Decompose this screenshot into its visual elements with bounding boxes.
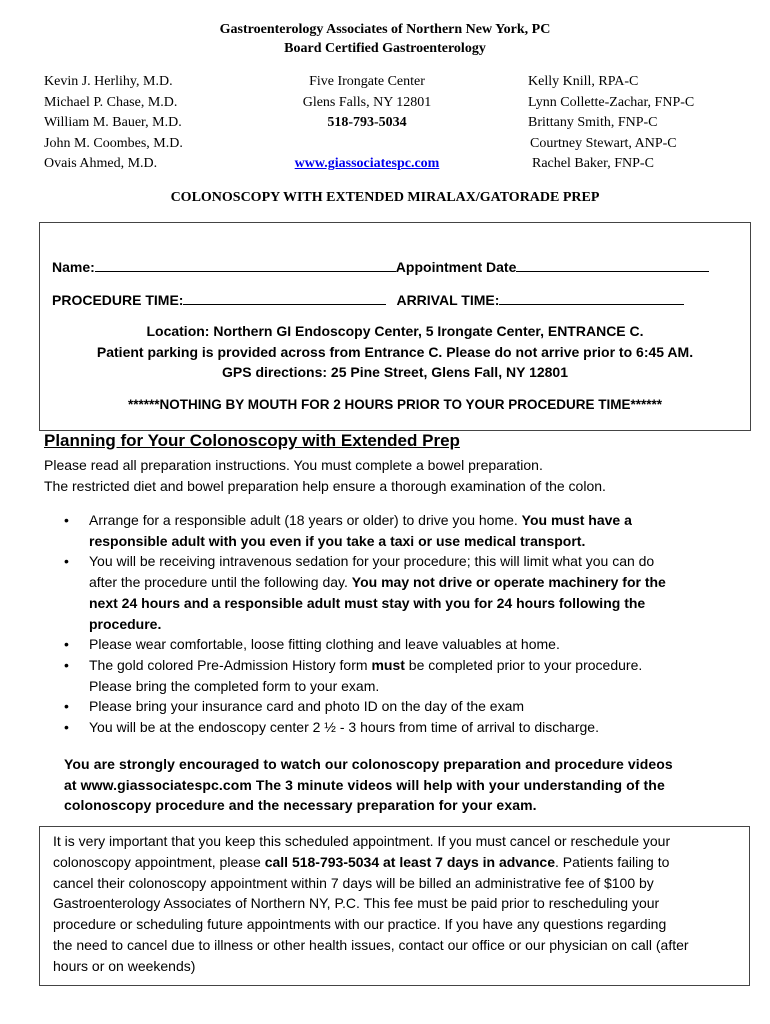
arrival-time-label: ARRIVAL TIME:	[396, 292, 500, 308]
physician-list	[44, 72, 183, 175]
list-item	[62, 717, 742, 738]
website-link[interactable]: www.giassociatespc.com	[294, 156, 440, 172]
bullet-icon: •	[64, 512, 69, 528]
list-item-text: Please wear comfortable, loose fitting clothing and leave valuables at home.	[89, 636, 560, 653]
list-item-text: Please bring your insurance card and photo ID on the day of the exam	[89, 698, 525, 715]
address-city: Glens Falls, NY 12801	[302, 94, 432, 110]
practitioner-name: Rachel Baker, FNP-C	[532, 156, 654, 172]
video-encouragement: You are strongly encouraged to watch our colonoscopy preparation and procedure videos at www.giassociatespc.com The 3 minute videos will help with your understanding of the colonoscopy procedure and the necessary preparation for your exam.	[64, 756, 673, 814]
name-row	[52, 257, 709, 275]
prep-title: COLONOSCOPY WITH EXTENDED MIRALAX/GATORADE PREP	[170, 190, 600, 205]
list-item	[62, 696, 742, 717]
org-name: Gastroenterology Associates of Northern New York, PC	[219, 22, 551, 37]
address-spacer	[262, 134, 472, 155]
list-item-text: The gold colored Pre-Admission History form	[89, 656, 372, 673]
list-item	[62, 551, 742, 634]
arrival-time-field[interactable]	[499, 290, 684, 305]
time-row	[52, 290, 684, 308]
physician-name: John M. Coombes, M.D.	[44, 135, 183, 151]
physician-name: Ovais Ahmed, M.D.	[44, 156, 158, 172]
policy-call-notice: call 518-793-5034 at least 7 days in advance	[264, 853, 555, 870]
phone-number: 518-793-5034	[327, 115, 407, 131]
list-item-text: be completed prior to your procedure. Please bring the completed form to your exam.	[89, 656, 643, 694]
physician-name: Michael P. Chase, M.D.	[44, 94, 178, 110]
list-item-text: You will be receiving intravenous sedation for your procedure; this will limit what you can do after the procedure until the following day.	[89, 553, 655, 591]
nothing-by-mouth-warning: ******NOTHING BY MOUTH FOR 2 HOURS PRIOR TO YOUR PROCEDURE TIME******	[127, 397, 663, 412]
cancellation-policy-text	[53, 831, 689, 977]
procedure-time-label: PROCEDURE TIME:	[52, 292, 184, 308]
practitioner-list	[528, 72, 694, 175]
cancellation-policy-box	[39, 826, 750, 986]
bullet-icon: •	[64, 698, 69, 715]
practitioner-name: Brittany Smith, FNP-C	[528, 115, 658, 131]
parking-line: Patient parking is provided across from Entrance C. Please do not arrive prior to 6:45 AM.	[96, 344, 694, 360]
policy-text: It is very important that you keep this scheduled appointment. If you must cancel or reschedule your colonoscopy appointment, please	[53, 833, 671, 870]
planning-intro: Please read all preparation instructions. You must complete a bowel preparation.	[44, 457, 543, 473]
list-item-bold: You must have a responsible adult with you even if you take a taxi or use medical transport.	[89, 512, 632, 549]
bullet-icon: •	[64, 636, 69, 653]
policy-text: . Patients failing to cancel their colonoscopy appointment within 7 days will be billed an administrative fee of $100 by Gastroenterology Associates of Northern NY, P.C. This fee must be paid prior to rescheduling your procedure or scheduling future appointments with our practice. If you have any questions regarding the need to cancel due to illness or other health issues, contact our office or our physician on call (after hours or on weekends)	[53, 853, 689, 974]
planning-title: Planning for Your Colonoscopy with Extended Prep	[44, 431, 460, 450]
bullet-icon: •	[64, 656, 69, 673]
planning-intro: The restricted diet and bowel preparation help ensure a thorough examination of the colon.	[44, 478, 606, 494]
list-item-bold: You may not drive or operate machinery for the next 24 hours and a responsible adult must stay with you for 24 hours following the procedure.	[89, 574, 666, 632]
bullet-icon: •	[64, 553, 69, 570]
instruction-list	[62, 510, 742, 738]
letterhead	[0, 20, 770, 58]
list-item-text: Arrange for a responsible adult (18 years or older) to drive you home.	[89, 512, 522, 528]
address-line: Five Irongate Center	[309, 74, 425, 89]
list-item	[62, 634, 742, 655]
physician-name: Kevin J. Herlihy, M.D.	[44, 74, 173, 89]
bullet-icon: •	[64, 719, 69, 736]
practitioner-name: Lynn Collette-Zachar, FNP-C	[528, 94, 695, 110]
physician-name: William M. Bauer, M.D.	[44, 115, 182, 131]
appointment-date-field[interactable]	[516, 257, 709, 272]
gps-line: GPS directions: 25 Pine Street, Glens Fall, NY 12801	[222, 364, 568, 380]
list-item	[62, 655, 742, 696]
appointment-date-label: Appointment Date	[395, 259, 517, 275]
name-field[interactable]	[95, 257, 396, 272]
list-item-text: You will be at the endoscopy center 2 ½ - 3 hours from time of arrival to discharge.	[89, 719, 599, 736]
list-item	[62, 510, 742, 551]
org-subtitle: Board Certified Gastroenterology	[284, 41, 486, 56]
name-label: Name:	[52, 259, 95, 275]
list-item-bold: must	[371, 656, 405, 673]
procedure-time-field[interactable]	[183, 290, 386, 305]
practitioner-name: Courtney Stewart, ANP-C	[530, 135, 677, 151]
practitioner-name: Kelly Knill, RPA-C	[528, 74, 639, 89]
practice-address	[262, 72, 472, 175]
location-line: Location: Northern GI Endoscopy Center, 5 Irongate Center, ENTRANCE C.	[146, 323, 644, 339]
